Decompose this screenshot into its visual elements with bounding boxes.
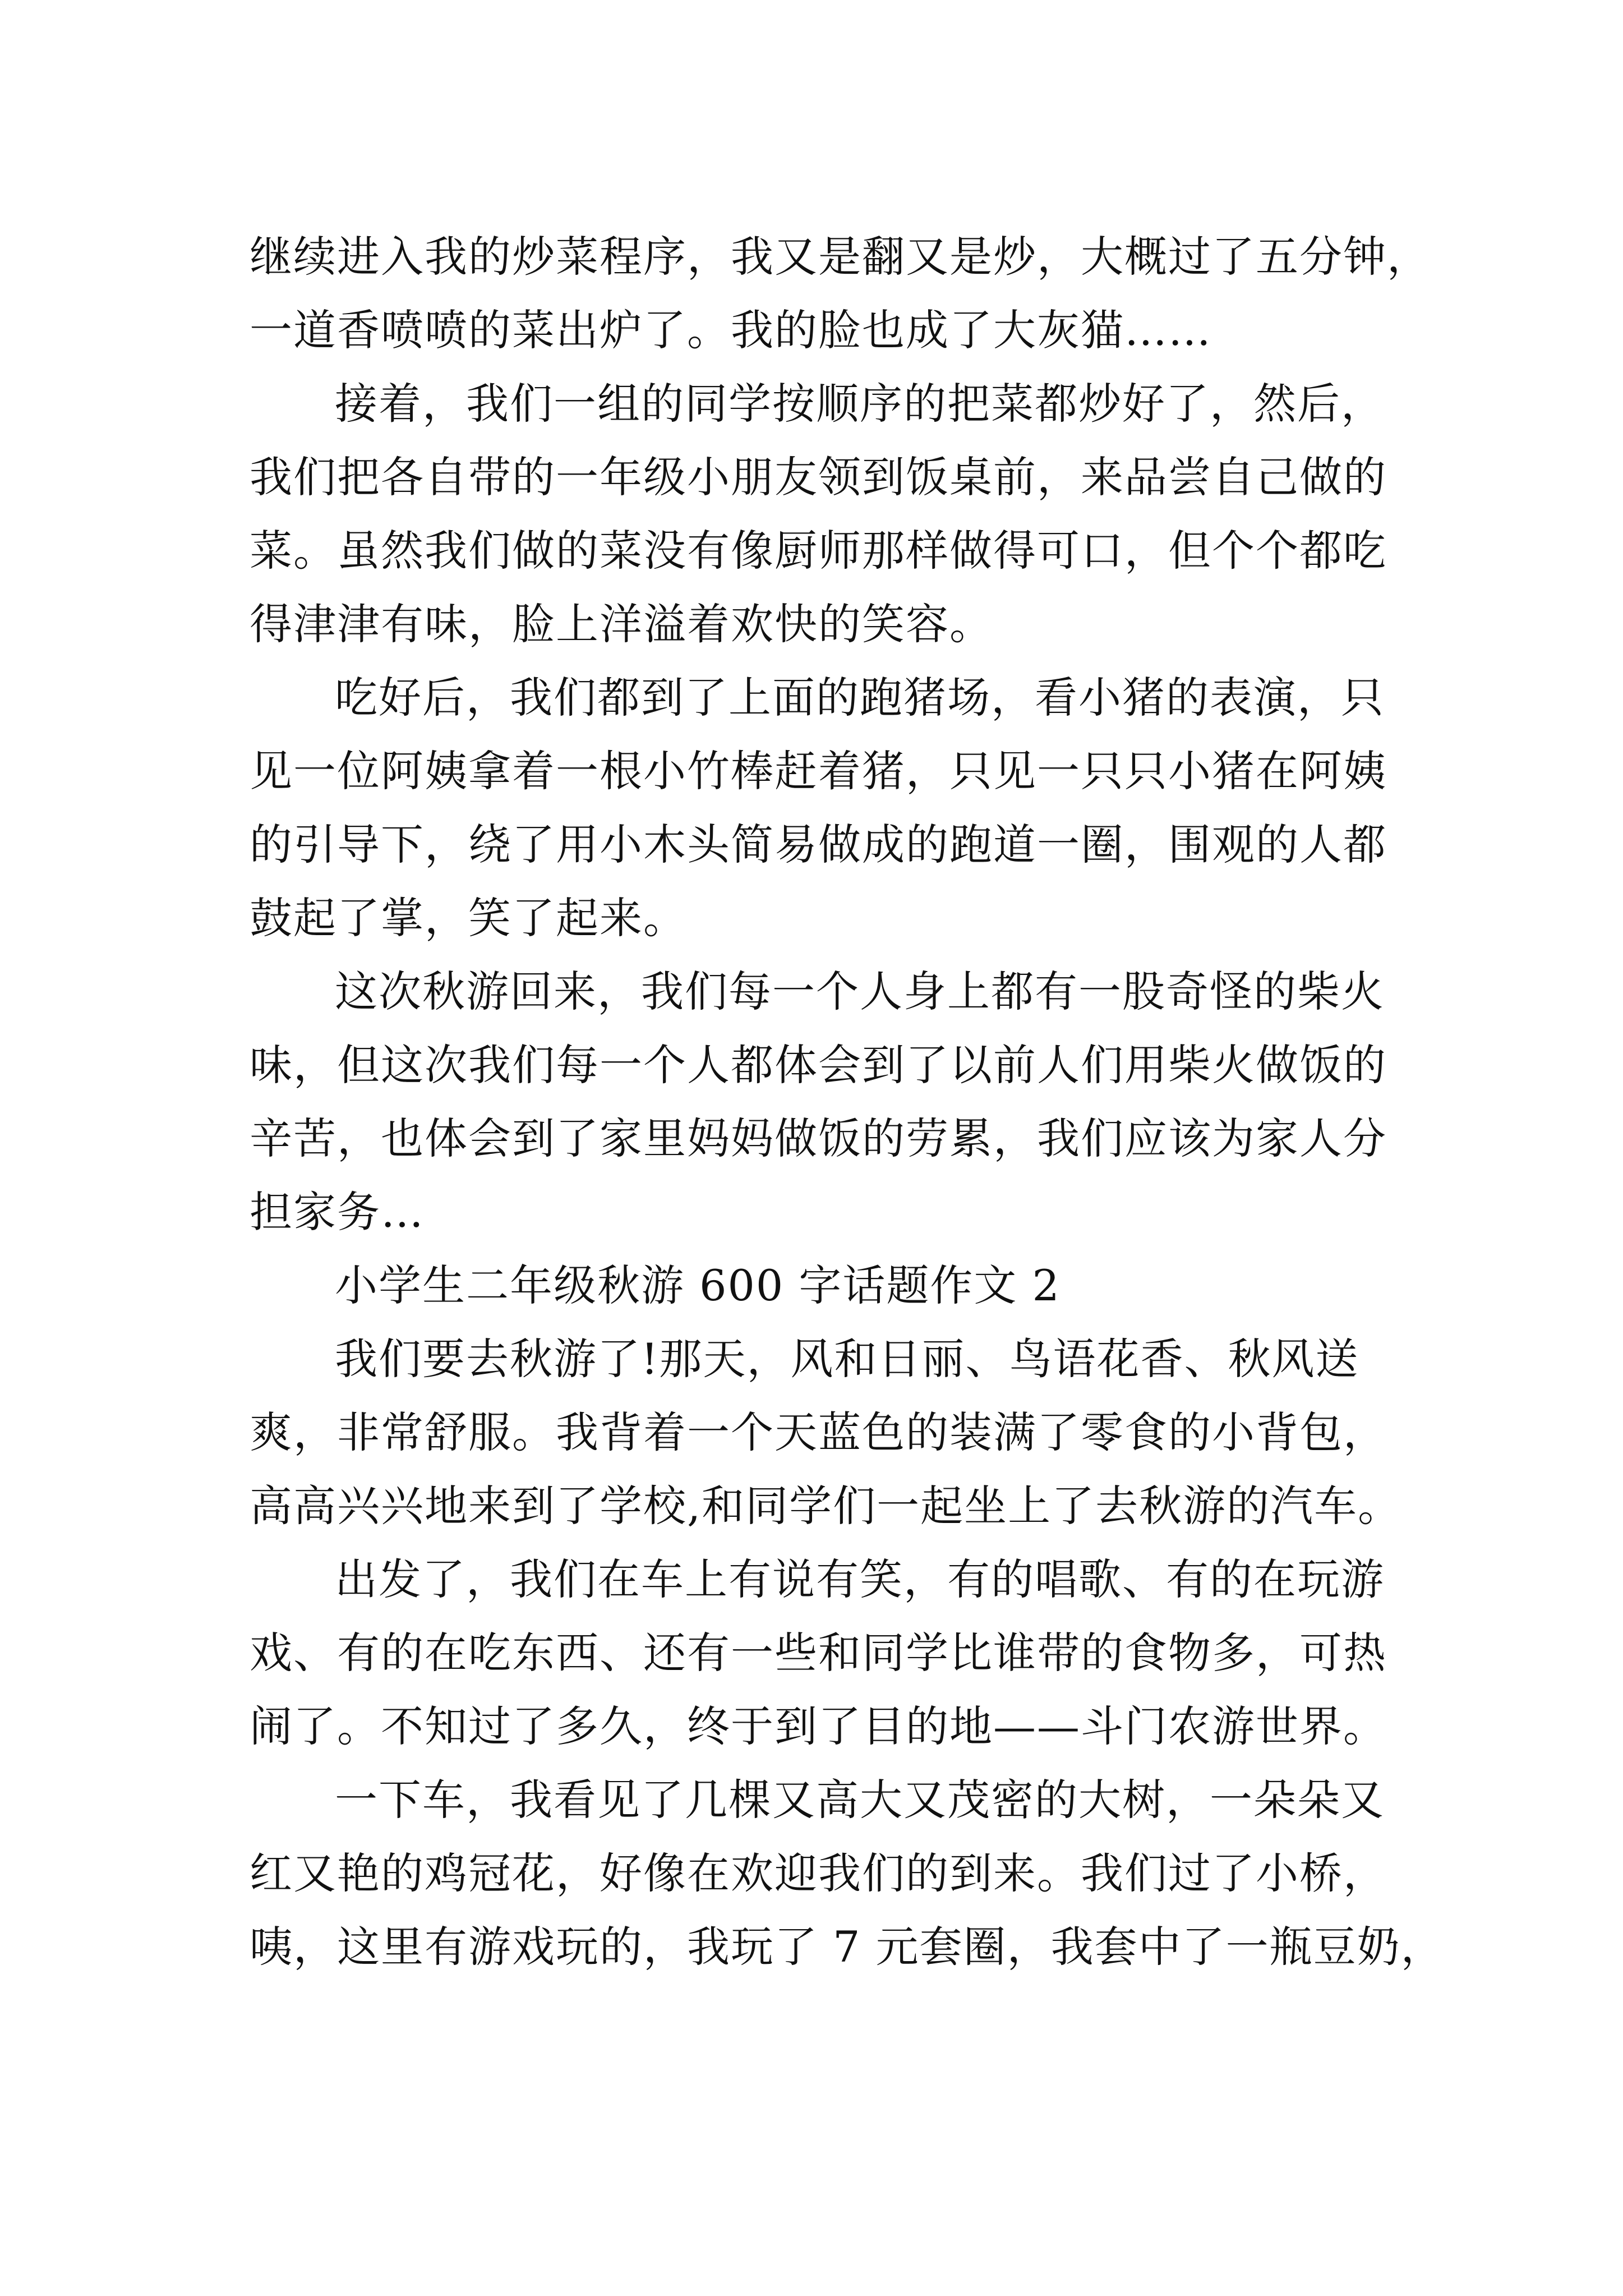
text-line-5: 菜。虽然我们做的菜没有像厨师那样做得可口，但个个都吃 [250, 526, 1387, 576]
text-line-3: 接着，我们一组的同学按顺序的把菜都炒好了，然后， [335, 379, 1385, 429]
section-heading: 小学生二年级秋游 600 字话题作文 2 [335, 1260, 1061, 1310]
text-line-16: 我们要去秋游了!那天，风和日丽、鸟语花香、秋风送 [335, 1334, 1359, 1384]
text-line-4: 我们把各自带的一年级小朋友领到饭桌前，来品尝自己做的 [250, 452, 1387, 502]
text-line-6: 得津津有味，脸上洋溢着欢快的笑容。 [250, 599, 993, 649]
text-line-10: 鼓起了掌，笑了起来。 [250, 893, 687, 943]
text-line-13: 辛苦，也体会到了家里妈妈做饭的劳累，我们应该为家人分 [250, 1114, 1387, 1163]
text-line-19: 出发了，我们在车上有说有笑，有的唱歌、有的在玩游 [335, 1554, 1385, 1604]
text-line-24: 咦，这里有游戏玩的，我玩了 7 元套圈，我套中了一瓶豆奶， [250, 1922, 1445, 1972]
text-line-7: 吃好后，我们都到了上面的跑猪场，看小猪的表演，只 [335, 673, 1385, 723]
document-body [250, 220, 1445, 1984]
text-line-2: 一道香喷喷的菜出炉了。我的脸也成了大灰猫…… [250, 305, 1212, 355]
text-line-9: 的引导下，绕了用小木头简易做成的跑道一圈，围观的人都 [250, 820, 1387, 869]
text-line-11: 这次秋游回来，我们每一个人身上都有一股奇怪的柴火 [335, 967, 1385, 1016]
text-line-18: 高高兴兴地来到了学校,和同学们一起坐上了去秋游的汽车。 [250, 1481, 1402, 1531]
text-line-17: 爽，非常舒服。我背着一个天蓝色的装满了零食的小背包， [250, 1407, 1387, 1457]
text-line-8: 见一位阿姨拿着一根小竹棒赶着猪，只见一只只小猪在阿姨 [250, 746, 1387, 796]
text-line-21: 闹了。不知过了多久，终于到了目的地——斗门农游世界。 [250, 1701, 1387, 1751]
text-line-14: 担家务… [250, 1187, 425, 1237]
text-line-20: 戏、有的在吃东西、还有一些和同学比谁带的食物多，可热 [250, 1628, 1387, 1678]
text-line-12: 味，但这次我们每一个人都体会到了以前人们用柴火做饭的 [250, 1040, 1387, 1090]
text-line-22: 一下车，我看见了几棵又高大又茂密的大树，一朵朵又 [335, 1775, 1385, 1825]
text-line-23: 红又艳的鸡冠花，好像在欢迎我们的到来。我们过了小桥， [250, 1848, 1387, 1898]
text-line-1: 继续进入我的炒菜程序，我又是翻又是炒，大概过了五分钟， [250, 232, 1431, 282]
